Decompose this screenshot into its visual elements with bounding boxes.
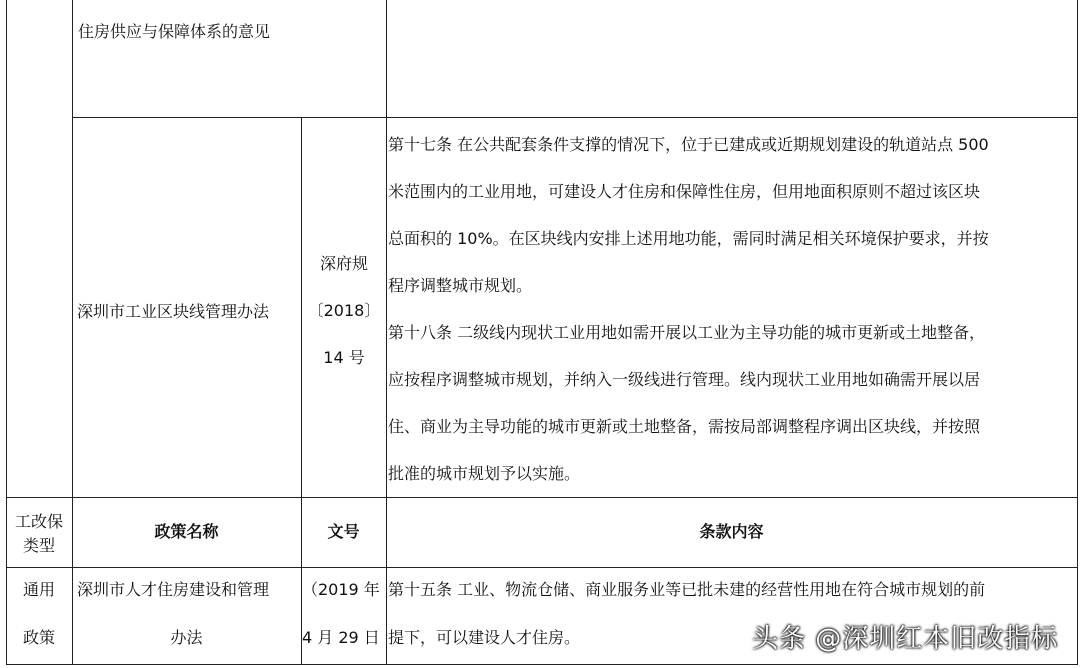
- block-doc-no-2: 〔2018〕: [307, 301, 381, 320]
- general-type-2: 政策: [22, 628, 55, 647]
- block-content-line-8: 批准的城市规划予以实施。: [388, 464, 581, 483]
- grid-line-row1: [72, 117, 1078, 118]
- grid-line-col1: [72, 0, 73, 665]
- grid-line-row3: [6, 567, 1078, 568]
- block-content-line-6: 应按程序调整城市规划，并纳入一级线进行管理。线内现状工业用地如确需开展以居: [388, 370, 981, 389]
- header-content: 条款内容: [699, 522, 764, 541]
- watermark: 头条 @深圳红本旧改指标: [752, 624, 1059, 654]
- general-doc-no-1: （2019 年: [302, 580, 380, 599]
- header-type-2: 类型: [22, 536, 55, 555]
- block-doc-no-3: 14 号: [323, 348, 365, 367]
- general-type-1: 通用: [22, 580, 55, 599]
- block-content-line-7: 住、商业为主导功能的城市更新或土地整备，需按局部调整程序调出区块线，并按照: [388, 417, 981, 436]
- grid-line-col3: [386, 0, 387, 665]
- block-content-line-2: 米范围内的工业用地，可建设人才住房和保障性住房，但用地面积原则不超过该区块: [388, 182, 981, 201]
- grid-line-row2: [6, 497, 1078, 498]
- prev-policy-name: 住房供应与保障体系的意见: [78, 22, 271, 41]
- header-doc-no: 文号: [327, 522, 360, 541]
- block-content-line-1: 第十七条 在公共配套条件支撑的情况下，位于已建成或近期规划建设的轨道站点 500: [388, 135, 989, 154]
- block-content-line-3: 总面积的 10%。在区块线内安排上述用地功能，需同时满足相关环境保护要求，并按: [388, 229, 989, 248]
- block-doc-no-1: 深府规: [319, 254, 368, 273]
- general-doc-no-2: 4 月 29 日: [302, 628, 380, 647]
- general-policy-name-1: 深圳市人才住房建设和管理: [77, 580, 270, 599]
- general-content-line-1: 第十五条 工业、物流仓储、商业服务业等已批未建的经营性用地在符合城市规划的前: [388, 580, 986, 599]
- general-policy-name-2: 办法: [170, 628, 203, 647]
- general-content-line-2: 提下，可以建设人才住房。: [388, 628, 581, 647]
- block-content-line-4: 程序调整城市规划。: [388, 276, 533, 295]
- header-type-1: 工改保: [14, 512, 63, 531]
- grid-line-col0: [6, 0, 7, 665]
- block-content-line-5: 第十八条 二级线内现状工业用地如需开展以工业为主导功能的城市更新或土地整备，: [388, 323, 986, 342]
- grid-line-col4: [1077, 0, 1078, 665]
- grid-line-bottom: [6, 664, 1078, 665]
- block-policy-name: 深圳市工业区块线管理办法: [77, 302, 270, 321]
- header-policy-name: 政策名称: [154, 522, 219, 541]
